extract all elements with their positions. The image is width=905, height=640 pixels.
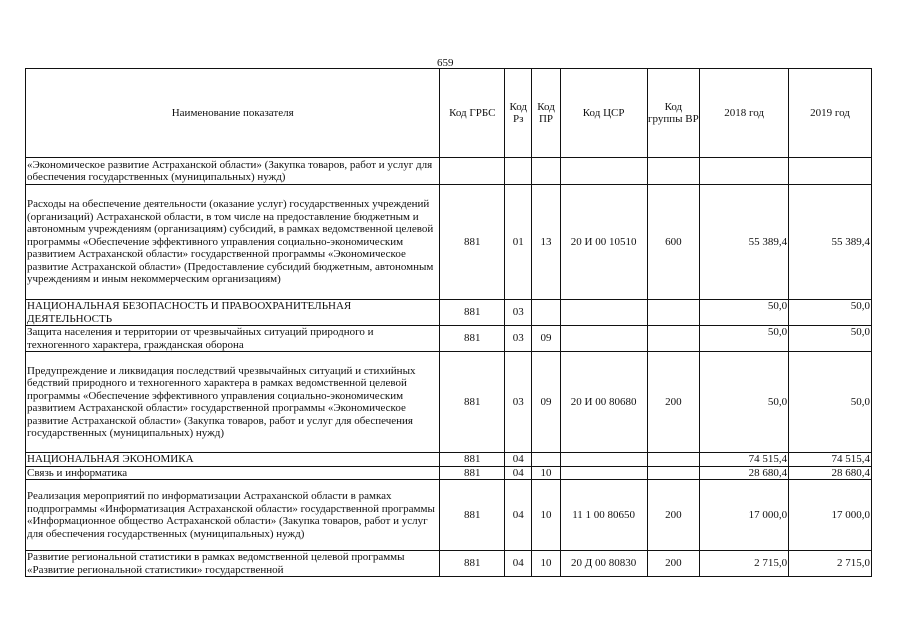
table-row bbox=[26, 466, 872, 480]
row-pr bbox=[532, 158, 560, 185]
row-2019: 28 680,4 bbox=[789, 466, 872, 480]
row-pr: 09 bbox=[532, 352, 560, 453]
table-header bbox=[26, 69, 872, 158]
row-pr: 13 bbox=[532, 185, 560, 300]
table-row bbox=[26, 300, 872, 326]
row-name: НАЦИОНАЛЬНАЯ БЕЗОПАСНОСТЬ И ПРАВООХРАНИТЕЛЬНАЯ ДЕЯТЕЛЬНОСТЬ bbox=[26, 300, 440, 326]
row-grbs: 881 bbox=[440, 466, 505, 480]
row-rz: 04 bbox=[505, 466, 532, 480]
row-2018 bbox=[700, 158, 789, 185]
row-grbs: 881 bbox=[440, 185, 505, 300]
row-rz bbox=[505, 158, 532, 185]
row-2019 bbox=[789, 158, 872, 185]
budget-table bbox=[25, 68, 872, 577]
col-header-2019: 2019 год bbox=[789, 69, 872, 158]
row-2019: 2 715,0 bbox=[789, 551, 872, 577]
table-row bbox=[26, 551, 872, 577]
row-pr bbox=[532, 453, 560, 467]
row-vr: 200 bbox=[647, 551, 700, 577]
col-header-grbs: Код ГРБС bbox=[440, 69, 505, 158]
row-rz: 03 bbox=[505, 326, 532, 352]
row-rz: 03 bbox=[505, 352, 532, 453]
row-pr: 10 bbox=[532, 480, 560, 551]
row-csr bbox=[560, 466, 647, 480]
row-2018: 50,0 bbox=[700, 352, 789, 453]
row-name: Предупреждение и ликвидация последствий чрезвычайных ситуаций и стихийных бедствий природного и техногенного характера в рамках ведомственной целевой программы «Обеспечение эффективного управления социально-экономическим развитием Астраханской области» государственной программы «Экономическое развитие Астраханской области» (Закупка товаров, работ и услуг для обеспечения государственных (муниципальных) нужд) bbox=[26, 352, 440, 453]
row-csr: 11 1 00 80650 bbox=[560, 480, 647, 551]
table-row bbox=[26, 453, 872, 467]
row-csr bbox=[560, 453, 647, 467]
row-csr bbox=[560, 158, 647, 185]
row-rz: 03 bbox=[505, 300, 532, 326]
row-vr: 200 bbox=[647, 480, 700, 551]
row-2018: 28 680,4 bbox=[700, 466, 789, 480]
page-number: 659 bbox=[437, 57, 454, 69]
row-grbs bbox=[440, 158, 505, 185]
row-grbs: 881 bbox=[440, 453, 505, 467]
row-grbs: 881 bbox=[440, 352, 505, 453]
col-header-vr: Код группы ВР bbox=[647, 69, 700, 158]
row-csr: 20 И 00 10510 bbox=[560, 185, 647, 300]
row-grbs: 881 bbox=[440, 480, 505, 551]
col-header-name: Наименование показателя bbox=[26, 69, 440, 158]
row-pr: 10 bbox=[532, 466, 560, 480]
row-name: Защита населения и территории от чрезвычайных ситуаций природного и техногенного характера, гражданская оборона bbox=[26, 326, 440, 352]
row-name: Развитие региональной статистики в рамках ведомственной целевой программы «Развитие региональной статистики» государственной bbox=[26, 551, 440, 577]
row-2018: 50,0 bbox=[700, 300, 789, 326]
row-rz: 04 bbox=[505, 453, 532, 467]
row-grbs: 881 bbox=[440, 326, 505, 352]
row-name: Реализация мероприятий по информатизации Астраханской области в рамках подпрограммы «Информатизация Астраханской области» государственной программы «Информационное общество Астраханской области» (Закупка товаров, работ и услуг для обеспечения государственных (муниципальных) нужд) bbox=[26, 480, 440, 551]
row-vr bbox=[647, 466, 700, 480]
row-csr bbox=[560, 300, 647, 326]
row-2018: 17 000,0 bbox=[700, 480, 789, 551]
row-csr bbox=[560, 326, 647, 352]
row-2018: 2 715,0 bbox=[700, 551, 789, 577]
row-name: «Экономическое развитие Астраханской области» (Закупка товаров, работ и услуг для обеспечения государственных (муниципальных) нужд) bbox=[26, 158, 440, 185]
row-2019: 50,0 bbox=[789, 326, 872, 352]
table-row bbox=[26, 185, 872, 300]
col-header-2018: 2018 год bbox=[700, 69, 789, 158]
row-grbs: 881 bbox=[440, 300, 505, 326]
table-row bbox=[26, 352, 872, 453]
row-grbs: 881 bbox=[440, 551, 505, 577]
table-row bbox=[26, 158, 872, 185]
row-vr bbox=[647, 453, 700, 467]
col-header-pr: Код ПР bbox=[532, 69, 560, 158]
row-2018: 74 515,4 bbox=[700, 453, 789, 467]
row-2019: 74 515,4 bbox=[789, 453, 872, 467]
row-csr: 20 И 00 80680 bbox=[560, 352, 647, 453]
row-pr: 09 bbox=[532, 326, 560, 352]
row-pr bbox=[532, 300, 560, 326]
row-name: Связь и информатика bbox=[26, 466, 440, 480]
row-csr: 20 Д 00 80830 bbox=[560, 551, 647, 577]
row-vr bbox=[647, 158, 700, 185]
row-pr: 10 bbox=[532, 551, 560, 577]
table-row bbox=[26, 480, 872, 551]
col-header-csr: Код ЦСР bbox=[560, 69, 647, 158]
row-2018: 50,0 bbox=[700, 326, 789, 352]
row-rz: 04 bbox=[505, 480, 532, 551]
table-row bbox=[26, 326, 872, 352]
row-vr: 200 bbox=[647, 352, 700, 453]
row-2019: 55 389,4 bbox=[789, 185, 872, 300]
row-vr: 600 bbox=[647, 185, 700, 300]
row-2019: 50,0 bbox=[789, 300, 872, 326]
row-name: Расходы на обеспечение деятельности (оказание услуг) государственных учреждений (организаций) Астраханской области, в том числе на предоставление бюджетным и автономным учреждениям (организациям) субсидий, в рамках ведомственной целевой программы «Обеспечение эффективного управления социально-экономическим развитием Астраханской области» государственной программы «Экономическое развитие Астраханской области» (Предоставление субсидий бюджетным, автономным учреждениям и иным некоммерческим организациям) bbox=[26, 185, 440, 300]
row-2018: 55 389,4 bbox=[700, 185, 789, 300]
row-rz: 04 bbox=[505, 551, 532, 577]
row-vr bbox=[647, 300, 700, 326]
row-vr bbox=[647, 326, 700, 352]
row-2019: 17 000,0 bbox=[789, 480, 872, 551]
row-rz: 01 bbox=[505, 185, 532, 300]
col-header-rz: Код Рз bbox=[505, 69, 532, 158]
row-name: НАЦИОНАЛЬНАЯ ЭКОНОМИКА bbox=[26, 453, 440, 467]
row-2019: 50,0 bbox=[789, 352, 872, 453]
